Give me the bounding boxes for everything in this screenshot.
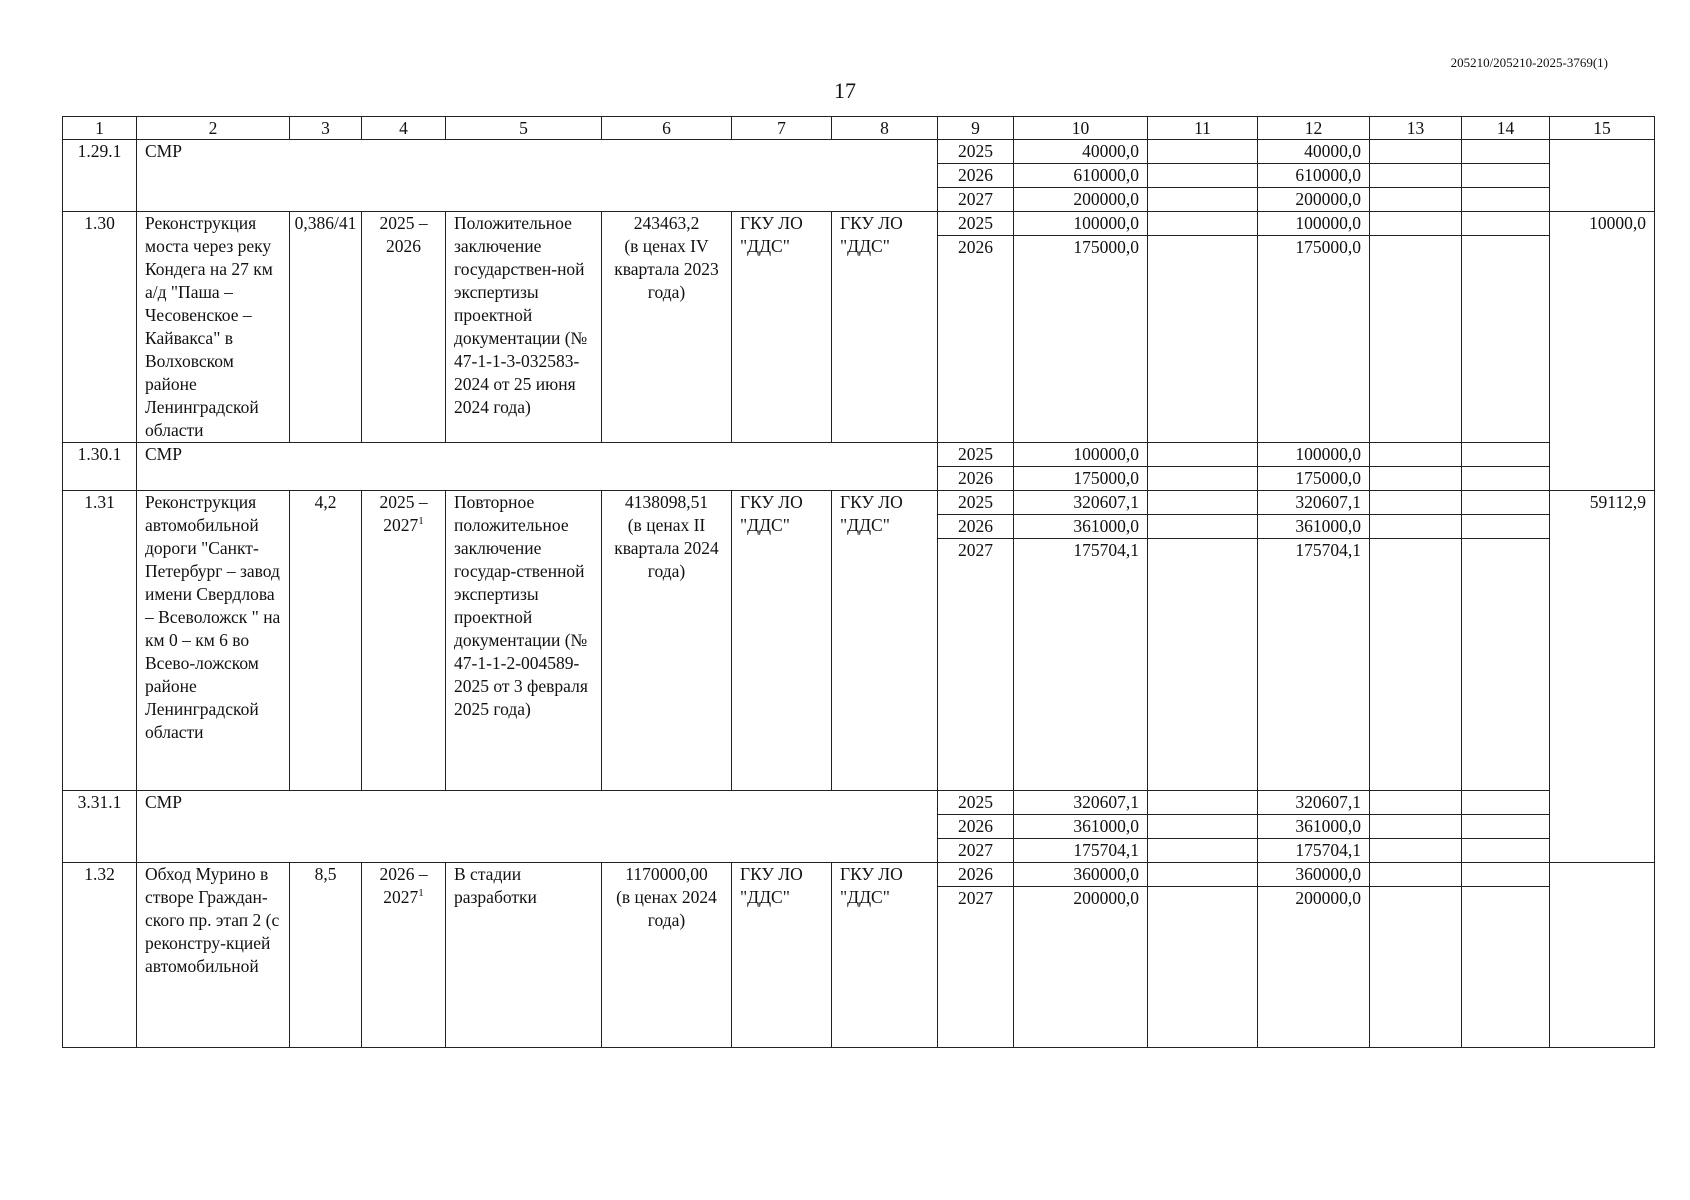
cost-value: 243463,2 [633, 213, 700, 233]
object-customer: ГКУ ЛО "ДДС" [732, 491, 832, 791]
empty-cell [1370, 887, 1462, 1048]
row-name: СМР [137, 140, 938, 212]
empty-cell [1462, 839, 1550, 863]
year-cell: 2025 [938, 491, 1014, 515]
row-number: 1.32 [63, 863, 137, 1048]
empty-cell [1148, 791, 1258, 815]
object-status: Положительное заключение государствен-ной экспертизы проектной документации (№ 47-1-1-3-032583-2024 от 25 июня 2024 года) [446, 212, 602, 443]
amount-col10: 100000,0 [1014, 212, 1148, 236]
amount-col12: 200000,0 [1258, 887, 1370, 1048]
period-start: 2025 – [379, 492, 428, 512]
empty-cell [1370, 188, 1462, 212]
col-9-header: 9 [938, 117, 1014, 140]
row-number: 3.31.1 [63, 791, 137, 863]
row-number: 1.30.1 [63, 443, 137, 491]
object-name: Реконструкция моста через реку Кондега на 27 км а/д "Паша – Чесовенское – Кайвакса" в Волховском районе Ленинградской области [137, 212, 290, 443]
empty-cell [1462, 188, 1550, 212]
cost-note: (в ценах II квартала 2024 года) [614, 515, 719, 581]
empty-cell [1370, 491, 1462, 515]
amount-col15: 10000,0 [1550, 212, 1655, 491]
table-row [63, 212, 1655, 236]
empty-cell [1370, 863, 1462, 887]
amount-col10: 360000,0 [1014, 863, 1148, 887]
period-start: 2026 – [379, 864, 428, 884]
object-builder: ГКУ ЛО "ДДС" [832, 863, 938, 1048]
year-cell: 2026 [938, 815, 1014, 839]
year-cell: 2026 [938, 467, 1014, 491]
col-15-header: 15 [1550, 117, 1655, 140]
empty-cell [1462, 443, 1550, 467]
amount-col15: 59112,9 [1550, 491, 1655, 863]
empty-cell [1462, 863, 1550, 887]
empty-cell [1370, 164, 1462, 188]
empty-cell [1148, 467, 1258, 491]
col-4-header: 4 [362, 117, 446, 140]
col-14-header: 14 [1462, 117, 1550, 140]
object-name: Обход Мурино в створе Граждан-ского пр. этап 2 (с реконстру-кцией автомобильной [137, 863, 290, 1048]
object-period [362, 863, 446, 1048]
empty-cell [1148, 236, 1258, 443]
empty-cell [1462, 515, 1550, 539]
table-row [63, 140, 1655, 164]
col-3-header: 3 [290, 117, 362, 140]
empty-cell [1148, 443, 1258, 467]
year-cell: 2026 [938, 164, 1014, 188]
col-12-header: 12 [1258, 117, 1370, 140]
row-number: 1.31 [63, 491, 137, 791]
amount-col12: 100000,0 [1258, 212, 1370, 236]
object-name: Реконструкция автомобильной дороги "Санкт-Петербург – завод имени Свердлова – Всеволожск " на км 0 – км 6 во Всево-ложском районе Ленинградской области [137, 491, 290, 791]
empty-cell [1148, 140, 1258, 164]
empty-cell [1148, 863, 1258, 887]
cost-note: (в ценах 2024 года) [616, 887, 717, 930]
amount-col12: 175000,0 [1258, 236, 1370, 443]
amount-col12: 320607,1 [1258, 491, 1370, 515]
footnote-mark: 1 [418, 515, 424, 528]
year-cell: 2026 [938, 236, 1014, 443]
column-number-row [63, 117, 1655, 140]
cost-value: 4138098,51 [624, 492, 709, 512]
empty-cell [1370, 539, 1462, 791]
col-10-header: 10 [1014, 117, 1148, 140]
year-cell: 2025 [938, 443, 1014, 467]
period-end: 2027 [383, 515, 419, 535]
amount-col10: 175000,0 [1014, 236, 1148, 443]
object-status: В стадии разработки [446, 863, 602, 1048]
col-2-header: 2 [137, 117, 290, 140]
empty-cell [1462, 236, 1550, 443]
year-cell: 2027 [938, 539, 1014, 791]
empty-cell [1148, 839, 1258, 863]
object-builder: ГКУ ЛО "ДДС" [832, 491, 938, 791]
amount-col10: 175704,1 [1014, 839, 1148, 863]
empty-cell [1370, 839, 1462, 863]
empty-cell [1148, 815, 1258, 839]
year-cell: 2026 [938, 515, 1014, 539]
empty-cell [1370, 467, 1462, 491]
empty-cell [1462, 539, 1550, 791]
amount-col10: 175000,0 [1014, 467, 1148, 491]
amount-col12: 361000,0 [1258, 815, 1370, 839]
period-start: 2025 – [379, 213, 428, 233]
empty-cell [1370, 515, 1462, 539]
year-cell: 2027 [938, 887, 1014, 1048]
amount-col12: 175000,0 [1258, 467, 1370, 491]
object-status: Повторное положительное заключение государ-ственной экспертизы проектной документации (№ 47-1-1-2-004589-2025 от 3 февраля 2025 года) [446, 491, 602, 791]
empty-cell [1148, 188, 1258, 212]
object-length: 4,2 [290, 491, 362, 791]
col-7-header: 7 [732, 117, 832, 140]
amount-col12: 100000,0 [1258, 443, 1370, 467]
empty-cell [1370, 815, 1462, 839]
empty-cell [1370, 236, 1462, 443]
col-11-header: 11 [1148, 117, 1258, 140]
object-period [362, 491, 446, 791]
object-cost [602, 863, 732, 1048]
empty-cell [1462, 140, 1550, 164]
empty-cell [1148, 212, 1258, 236]
col-6-header: 6 [602, 117, 732, 140]
empty-cell [1462, 815, 1550, 839]
object-length: 8,5 [290, 863, 362, 1048]
empty-cell [1550, 140, 1655, 212]
empty-cell [1148, 539, 1258, 791]
year-cell: 2027 [938, 839, 1014, 863]
amount-col10: 175704,1 [1014, 539, 1148, 791]
empty-cell [1370, 212, 1462, 236]
row-name: СМР [137, 791, 938, 863]
col-5-header: 5 [446, 117, 602, 140]
year-cell: 2025 [938, 791, 1014, 815]
amount-col10: 361000,0 [1014, 515, 1148, 539]
amount-col10: 320607,1 [1014, 491, 1148, 515]
table-row [63, 863, 1655, 887]
empty-cell [1148, 887, 1258, 1048]
program-table [62, 116, 1655, 1048]
period-end: 2026 [386, 236, 421, 256]
empty-cell [1370, 140, 1462, 164]
amount-col10: 361000,0 [1014, 815, 1148, 839]
empty-cell [1462, 467, 1550, 491]
object-length: 0,386/41 [290, 212, 362, 443]
object-period [362, 212, 446, 443]
empty-cell [1148, 491, 1258, 515]
table-row [63, 791, 1655, 815]
cost-note: (в ценах IV квартала 2023 года) [614, 236, 719, 302]
row-name: СМР [137, 443, 938, 491]
amount-col10: 100000,0 [1014, 443, 1148, 467]
year-cell: 2025 [938, 140, 1014, 164]
empty-cell [1370, 443, 1462, 467]
amount-col12: 360000,0 [1258, 863, 1370, 887]
table-row [63, 491, 1655, 515]
amount-col12: 175704,1 [1258, 839, 1370, 863]
cost-value: 1170000,00 [625, 864, 708, 884]
amount-col12: 40000,0 [1258, 140, 1370, 164]
row-number: 1.29.1 [63, 140, 137, 212]
amount-col12: 200000,0 [1258, 188, 1370, 212]
table-row [63, 443, 1655, 467]
empty-cell [1462, 164, 1550, 188]
empty-cell [1148, 515, 1258, 539]
year-cell: 2027 [938, 188, 1014, 212]
amount-col10: 40000,0 [1014, 140, 1148, 164]
empty-cell [1550, 863, 1655, 1048]
object-builder: ГКУ ЛО "ДДС" [832, 212, 938, 443]
empty-cell [1462, 491, 1550, 515]
amount-col12: 610000,0 [1258, 164, 1370, 188]
col-1-header: 1 [63, 117, 137, 140]
col-8-header: 8 [832, 117, 938, 140]
year-cell: 2025 [938, 212, 1014, 236]
amount-col10: 320607,1 [1014, 791, 1148, 815]
empty-cell [1462, 212, 1550, 236]
amount-col10: 200000,0 [1014, 188, 1148, 212]
page-number: 17 [834, 78, 856, 103]
amount-col10: 200000,0 [1014, 887, 1148, 1048]
amount-col12: 361000,0 [1258, 515, 1370, 539]
empty-cell [1370, 791, 1462, 815]
col-13-header: 13 [1370, 117, 1462, 140]
object-customer: ГКУ ЛО "ДДС" [732, 863, 832, 1048]
amount-col10: 610000,0 [1014, 164, 1148, 188]
period-end: 2027 [383, 887, 419, 907]
empty-cell [1462, 887, 1550, 1048]
year-cell: 2026 [938, 863, 1014, 887]
object-cost [602, 212, 732, 443]
empty-cell [1148, 164, 1258, 188]
footnote-mark: 1 [418, 887, 424, 900]
empty-cell [1462, 791, 1550, 815]
amount-col12: 175704,1 [1258, 539, 1370, 791]
object-customer: ГКУ ЛО "ДДС" [732, 212, 832, 443]
amount-col12: 320607,1 [1258, 791, 1370, 815]
document-id: 205210/205210-2025-3769(1) [1450, 55, 1608, 70]
row-number: 1.30 [63, 212, 137, 443]
object-cost [602, 491, 732, 791]
